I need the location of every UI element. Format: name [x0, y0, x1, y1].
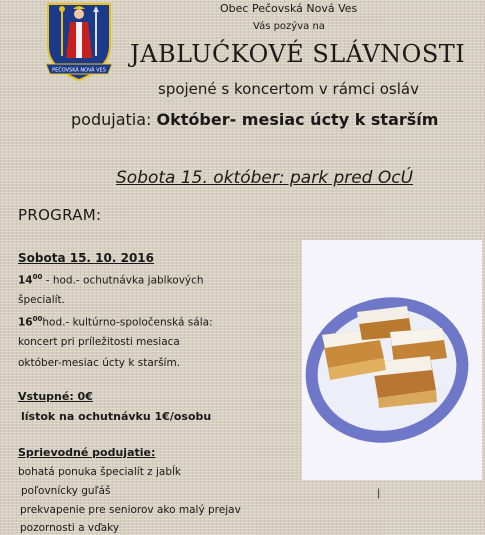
- side-event-item: poľovnícky guľáš: [21, 485, 111, 497]
- item2-time: 16: [18, 316, 33, 329]
- item2-text-cont: koncert pri príležitosti mesiaca: [18, 336, 180, 348]
- item1-text: - hod.- ochutnávka jablkových: [45, 274, 204, 287]
- stray-mark: |: [377, 488, 381, 499]
- item1-time-sup: 00: [32, 273, 43, 281]
- program-item-1: [18, 273, 204, 287]
- program-item-2: [18, 315, 213, 329]
- admission-ticket: lístok na ochutnávku 1€/osobu: [21, 410, 212, 423]
- side-event-item: bohatá ponuka špecialít z jabĺk: [18, 466, 182, 478]
- occasion-label: podujatia:: [71, 110, 152, 129]
- crest-banner-text: PEČOVSKÁ NOVÁ VES: [52, 67, 106, 74]
- occasion-value: Október- mesiac úcty k starším: [156, 110, 439, 129]
- event-title: JABLUĆKOVÉ SLÁVNOSTI: [130, 40, 466, 68]
- event-date-place: Sobota 15. október: park pred OcÚ: [116, 168, 414, 188]
- side-event-item: pozornosti a vďaky: [20, 522, 120, 534]
- apple-cake-photo: [302, 240, 482, 480]
- admission-label: Vstupné: 0€: [18, 390, 93, 403]
- village-crest-logo: [42, 0, 116, 84]
- invitation-line: Vás pozýva na: [253, 21, 325, 32]
- program-day: Sobota 15. 10. 2016: [18, 251, 155, 265]
- side-events-heading: Sprievodné podujatie:: [18, 446, 156, 459]
- item2-text-cont-2: október-mesiac úcty k starším.: [18, 357, 181, 369]
- side-event-item: prekvapenie pre seniorov ako malý prejav: [20, 504, 241, 516]
- event-subtitle: spojené s koncertom v rámci osláv: [158, 80, 419, 98]
- event-occasion: [71, 110, 438, 129]
- village-name: Obec Pečovská Nová Ves: [220, 2, 358, 15]
- item1-text-cont: špecialít.: [18, 294, 66, 306]
- item1-time: 14: [18, 274, 33, 287]
- item2-time-sup: 00: [32, 315, 43, 323]
- item2-text: hod.- kultúrno-spoločenská sála:: [42, 316, 213, 329]
- program-heading: PROGRAM:: [18, 206, 102, 224]
